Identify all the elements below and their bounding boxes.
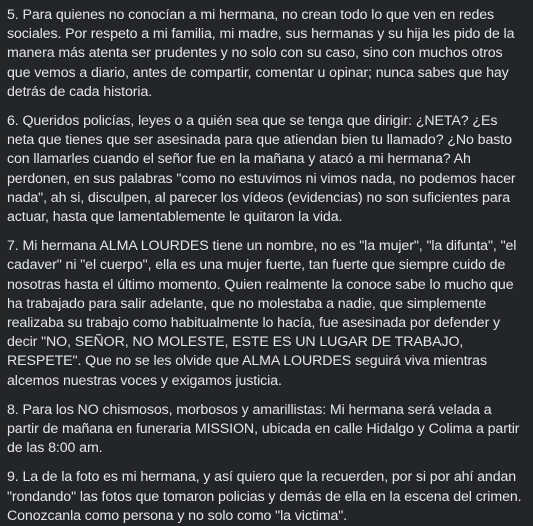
post-paragraph-6: 6. Queridos policías, leyes o a quién sea que se tenga que dirigir: ¿NETA? ¿Es neta que tienes que ser asesinada para que atiendan bien tu llamado? ¿No basto con llamarles cuando el señor fue en la mañana y atacó a mi hermana? Ah perdonen, en sus palabras "como no estuvimos ni vimos nada, no podemos hacer nada", ah si, disculpen, al parecer los vídeos (evidencias) no son suficientes para actuar, hasta que lamentablemente le quitaron la vida.	[7, 113, 516, 226]
post-paragraph-8: 8. Para los NO chismosos, morbosos y amarillistas: Mi hermana será velada a partir de mañana en funeraria MISSION, ubicada en calle Hidalgo y Colima a partir de las 8:00 am.	[7, 401, 520, 457]
post-paragraph-9: 9. La de la foto es mi hermana, y así quiero que la recuerden, por si por ahí andan "rondando" las fotos que tomaron policias y demás de ella en la escena del crimen. Conozcanla como persona y no solo como "la victima".	[7, 469, 522, 524]
post-paragraph-7: 7. Mi hermana ALMA LOURDES tiene un nombre, no es "la mujer", "la difunta", "el cadaver" ni "el cuerpo", ella es una mujer fuerte, tan fuerte que siempre cuido de nosotras hasta el último momento. Quien realmente la conoce sabe lo mucho que ha trabajado para salir adelante, que no molestaba a nadie, que simplemente realizaba su trabajo como habitualmente lo hacía, fue asesinada por defender y decir "NO, SEÑOR, NO MOLESTE, ESTE ES UN LUGAR DE TRABAJO, RESPETE". Que no se les olvide que ALMA LOURDES seguirá viva mientras alcemos nuestras voces y exigamos justicia.	[7, 238, 517, 389]
post-paragraph-5: 5. Para quienes no conocían a mi hermana, no crean todo lo que ven en redes sociales. Por respeto a mi familia, mi madre, sus hermanas y su hija les pido de la manera más atenta ser prudentes y no solo con su caso, sino con muchos otros que vemos a diario, antes de compartir, comentar u opinar; nunca sabes que hay detrás de cada historia.	[7, 7, 515, 100]
